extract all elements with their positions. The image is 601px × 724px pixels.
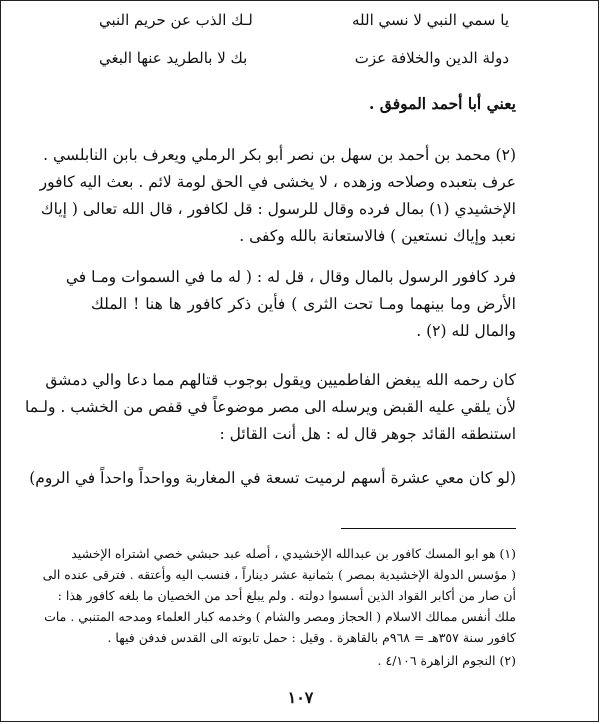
text-line: كان رحمه الله يبغض الفاطميين ويقول بوجوب قتالهم مما دعا والي دمشق xyxy=(45,371,516,389)
verse-hemistich-left: لـك الذب عن حريم النبي xyxy=(99,11,253,29)
text-line: والمال لله (٢) . xyxy=(416,322,516,340)
footnote-separator xyxy=(341,528,516,529)
page-number: ١٠٧ xyxy=(287,688,314,707)
footnote-line: ملك أنفس ممالك الاسلام ( الحجاز ومصر والشام ) وخدمه كبار العلماء ومدحه المتنبي . مات xyxy=(44,609,516,624)
verse-row-1 xyxy=(99,10,509,30)
text-line: فرد كافور الرسول بالمال وقال ، قل له : ( له ما في السموات ومـا في xyxy=(65,268,516,286)
text-line: يعني أبا أحمد الموفق . xyxy=(368,94,516,113)
text-line: الأرض وما بينهما ومـا تحت الثرى ) فأين ذكر كافور ها هنا ! الملك xyxy=(91,295,516,313)
verse-row-2 xyxy=(99,48,509,68)
verse-hemistich-right: يا سمي النبي لا نسي الله xyxy=(352,11,509,29)
footnote-line: كافور سنة ٣٥٧هـ = ٩٦٨م بالقاهرة . وقيل : حمل تابوته الى القدس فدفن فيها . xyxy=(107,630,516,645)
verse-hemistich-left: بك لا بالطريد عنها البغي xyxy=(99,49,248,67)
text-line: نعبد وإياك نستعين ) فالاستعانة بالله وكفى . xyxy=(239,227,516,245)
footnote-line: ( مؤسس الدولة الإخشيدية بمصر ) بثمانية عشر ديناراً ، فنسب اليه وأعتقه . فترقى عنده الى xyxy=(42,567,516,582)
verse-hemistich-right: دولة الدين والخلافة عزت xyxy=(354,49,509,67)
text-line: استنطقه القائد جوهر قال له : هل أنت القائل : xyxy=(219,425,516,443)
text-line: (٢) محمد بن أحمد بن سهل بن نصر أبو بكر الرملي ويعرف بابن النابلسي . xyxy=(43,146,516,164)
text-line: عرف بتعبده وصلاحه وزهده ، لا يخشى في الحق لومة لائم . بعث اليه كافور xyxy=(39,173,516,191)
footnote-line: (١) هو ابو المسك كافور بن عبدالله الإخشيدي ، أصله عبد حبشي خصي اشتراه الإخشيد xyxy=(71,546,516,561)
text-line: لأن يلقي عليه القبض ويرسله الى مصر موضوعاً في قفص من الخشب . ولـما xyxy=(25,398,516,416)
footnote-line: أن صار من أكابر القواد الذين أسسوا دولته . ولم يبلغ أحد من الخصيان ما بلغه كافور هذا : xyxy=(57,588,516,603)
text-line: الإخشيدي (١) بمال فرده وقال للرسول : قل لكافور ، قال الله تعالى ( إياك xyxy=(40,200,516,218)
quote-line: (لو كان معي عشرة أسهم لرميت تسعة في المغاربة وواحداً واحداً في الروم) xyxy=(29,469,516,487)
footnote-line: (٢) النجوم الزاهرة ٤/١٠٦ . xyxy=(377,653,516,668)
